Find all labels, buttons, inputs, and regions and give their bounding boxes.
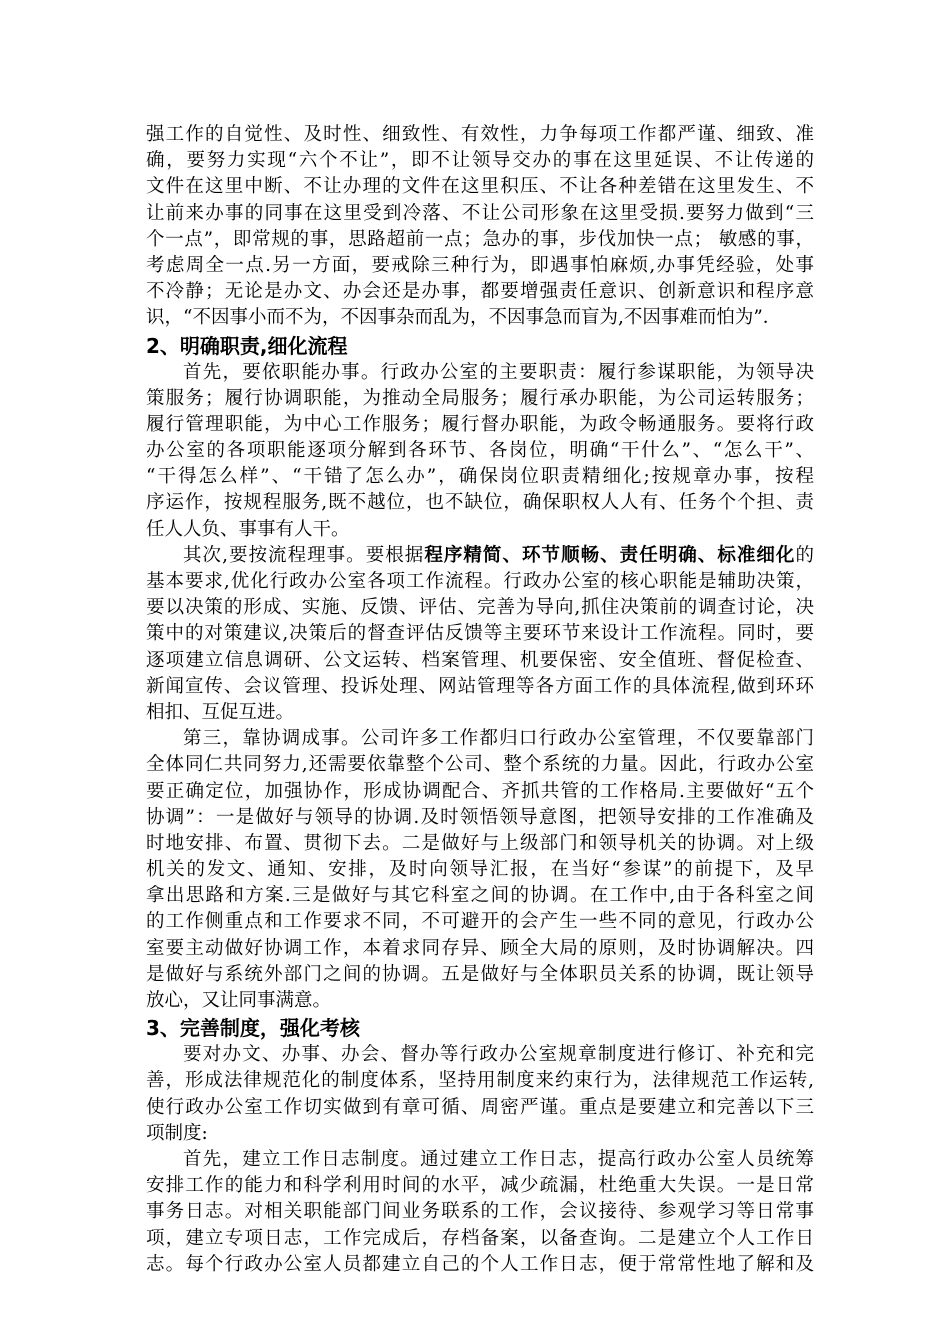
paragraph-2 [146,360,814,543]
text-line: 首先，建立工作日志制度。通过建立工作日志，提高行政办公室人员统筹 [183,1148,814,1170]
text-line: 全体同仁共同努力,还需要依靠整个公司、整个系统的力量。因此，行政办公室 [146,754,814,776]
text-line: 的工作侧重点和工作要求不同，不可避开的会产生一些不同的意见，行政办公 [146,911,814,933]
text-line: 时地安排、布置、贯彻下去。二是做好与上级部门和领导机关的协调。对上级 [146,832,814,854]
text-line: 志。每个行政办公室人员都建立自己的个人工作日志，便于常常性地了解和及 [146,1253,814,1275]
text-line: “干得怎么样”、“干错了怎么办”，确保岗位职责精细化;按规章办事，按程 [146,466,814,488]
document-page [146,122,814,1278]
paragraph-3 [146,543,814,726]
text-line: 文件在这里中断、不让办理的文件在这里积压、不让各种差错在这里发生、不 [146,176,814,198]
text-line: 相扣、互促互进。 [146,701,295,723]
text-line [146,543,814,569]
paragraph-4 [146,726,814,1014]
text-line: 安排工作的能力和科学利用时间的水平，减少疏漏，杜绝重大失误。一是日常 [146,1175,814,1197]
text-line: 逐项建立信息调研、公文运转、档案管理、机要保密、安全值班、督促检查、 [146,649,814,671]
paragraph-5 [146,1042,814,1147]
text-run: 的 [795,544,814,566]
text-line: 拿出思路和方案.三是做好与其它科室之间的协调。在工作中,由于各科室之间 [146,885,814,907]
text-line: 让前来办事的同事在这里受到冷落、不让公司形象在这里受损.要努力做到“三 [146,202,814,224]
text-line: 室要主动做好协调工作，本着求同存异、顾全大局的原则，及时协调解决。四 [146,937,814,959]
text-line: 强工作的自觉性、及时性、细致性、有效性，力争每项工作都严谨、细致、准 [146,124,814,145]
text-line: 考虑周全一点.另一方面，要戒除三种行为，即遇事怕麻烦,办事凭经验，处事 [146,254,814,276]
text-line: 个一点”，即常规的事，思路超前一点；急办的事，步伐加快一点； 敏感的事， [146,228,814,250]
text-line: 不冷静；无论是办文、办会还是办事，都要增强责任意识、创新意识和程序意 [146,281,814,303]
section-heading-3: 3、完善制度，强化考核 [146,1016,360,1041]
text-line: 项制度: [146,1122,208,1144]
text-line: 序运作，按规程服务,既不越位，也不缺位，确保职权人人有、任务个个担、责 [146,492,814,514]
text-line: 项，建立专项日志，工作完成后，存档备案，以备查询。二是建立个人工作日 [146,1227,814,1249]
text-line: 事务日志。对相关职能部门间业务联系的工作，会议接待、参观学习等日常事 [146,1201,814,1223]
text-line: 办公室的各项职能逐项分解到各环节、各岗位，明确“干什么”、“怎么干”、 [146,440,814,462]
text-line: 策中的对策建议,决策后的督查评估反馈等主要环节来设计工作流程。同时，要 [146,623,814,645]
text-line: 识，“不因事小而不为，不因事杂而乱为，不因事急而盲为,不因事难而怕为”． [146,307,782,329]
text-line: 首先，要依职能办事。行政办公室的主要职责：履行参谋职能，为领导决 [183,361,814,383]
bold-text-run: 程序精简、环节顺畅、责任明确、标准细化 [424,544,796,566]
text-line: 使行政办公室工作切实做到有章可循、周密严谨。重点是要建立和完善以下三 [146,1096,814,1118]
text-line: 确，要努力实现“六个不让”，即不让领导交办的事在这里延误、不让传递的 [146,150,814,172]
text-line: 要对办文、办事、办会、督办等行政办公室规章制度进行修订、补充和完 [183,1044,814,1066]
text-line: 机关的发文、通知、安排，及时向领导汇报，在当好“参谋”的前提下，及早 [146,859,814,881]
text-line: 履行管理职能，为中心工作服务；履行督办职能，为政令畅通服务。要将行政 [146,413,814,435]
text-line: 策服务；履行协调职能，为推动全局服务；履行承办职能，为公司运转服务； [146,387,814,409]
text-line: 善，形成法律规范化的制度体系，坚持用制度来约束行为，法律规范工作运转, [146,1070,814,1092]
text-line: 新闻宣传、会议管理、投诉处理、网站管理等各方面工作的具体流程,做到环环 [146,675,814,697]
text-line: 要以决策的形成、实施、反馈、评估、完善为导向,抓住决策前的调查讨论，决 [146,597,814,619]
text-run: 其次,要按流程理事。要根据 [183,544,425,566]
text-line: 第三，靠协调成事。公司许多工作都归口行政办公室管理，不仅要靠部门 [183,728,814,750]
text-line: 要正确定位，加强协作，形成协调配合、齐抓共管的工作格局.主要做好“五个 [146,780,814,802]
paragraph-1 [146,122,814,332]
text-line: 是做好与系统外部门之间的协调。五是做好与全体职员关系的协调，既让领导 [146,963,814,985]
paragraph-6 [146,1147,814,1278]
text-line: 基本要求,优化行政办公室各项工作流程。行政办公室的核心职能是辅助决策， [146,571,814,592]
text-line: 放心，又让同事满意。 [146,990,332,1011]
text-line: 协调”：一是做好与领导的协调.及时领悟领导意图，把领导安排的工作准确及 [146,806,814,828]
section-heading-2: 2、明确职责,细化流程 [146,333,348,358]
text-line: 任人人负、事事有人干。 [146,518,350,540]
